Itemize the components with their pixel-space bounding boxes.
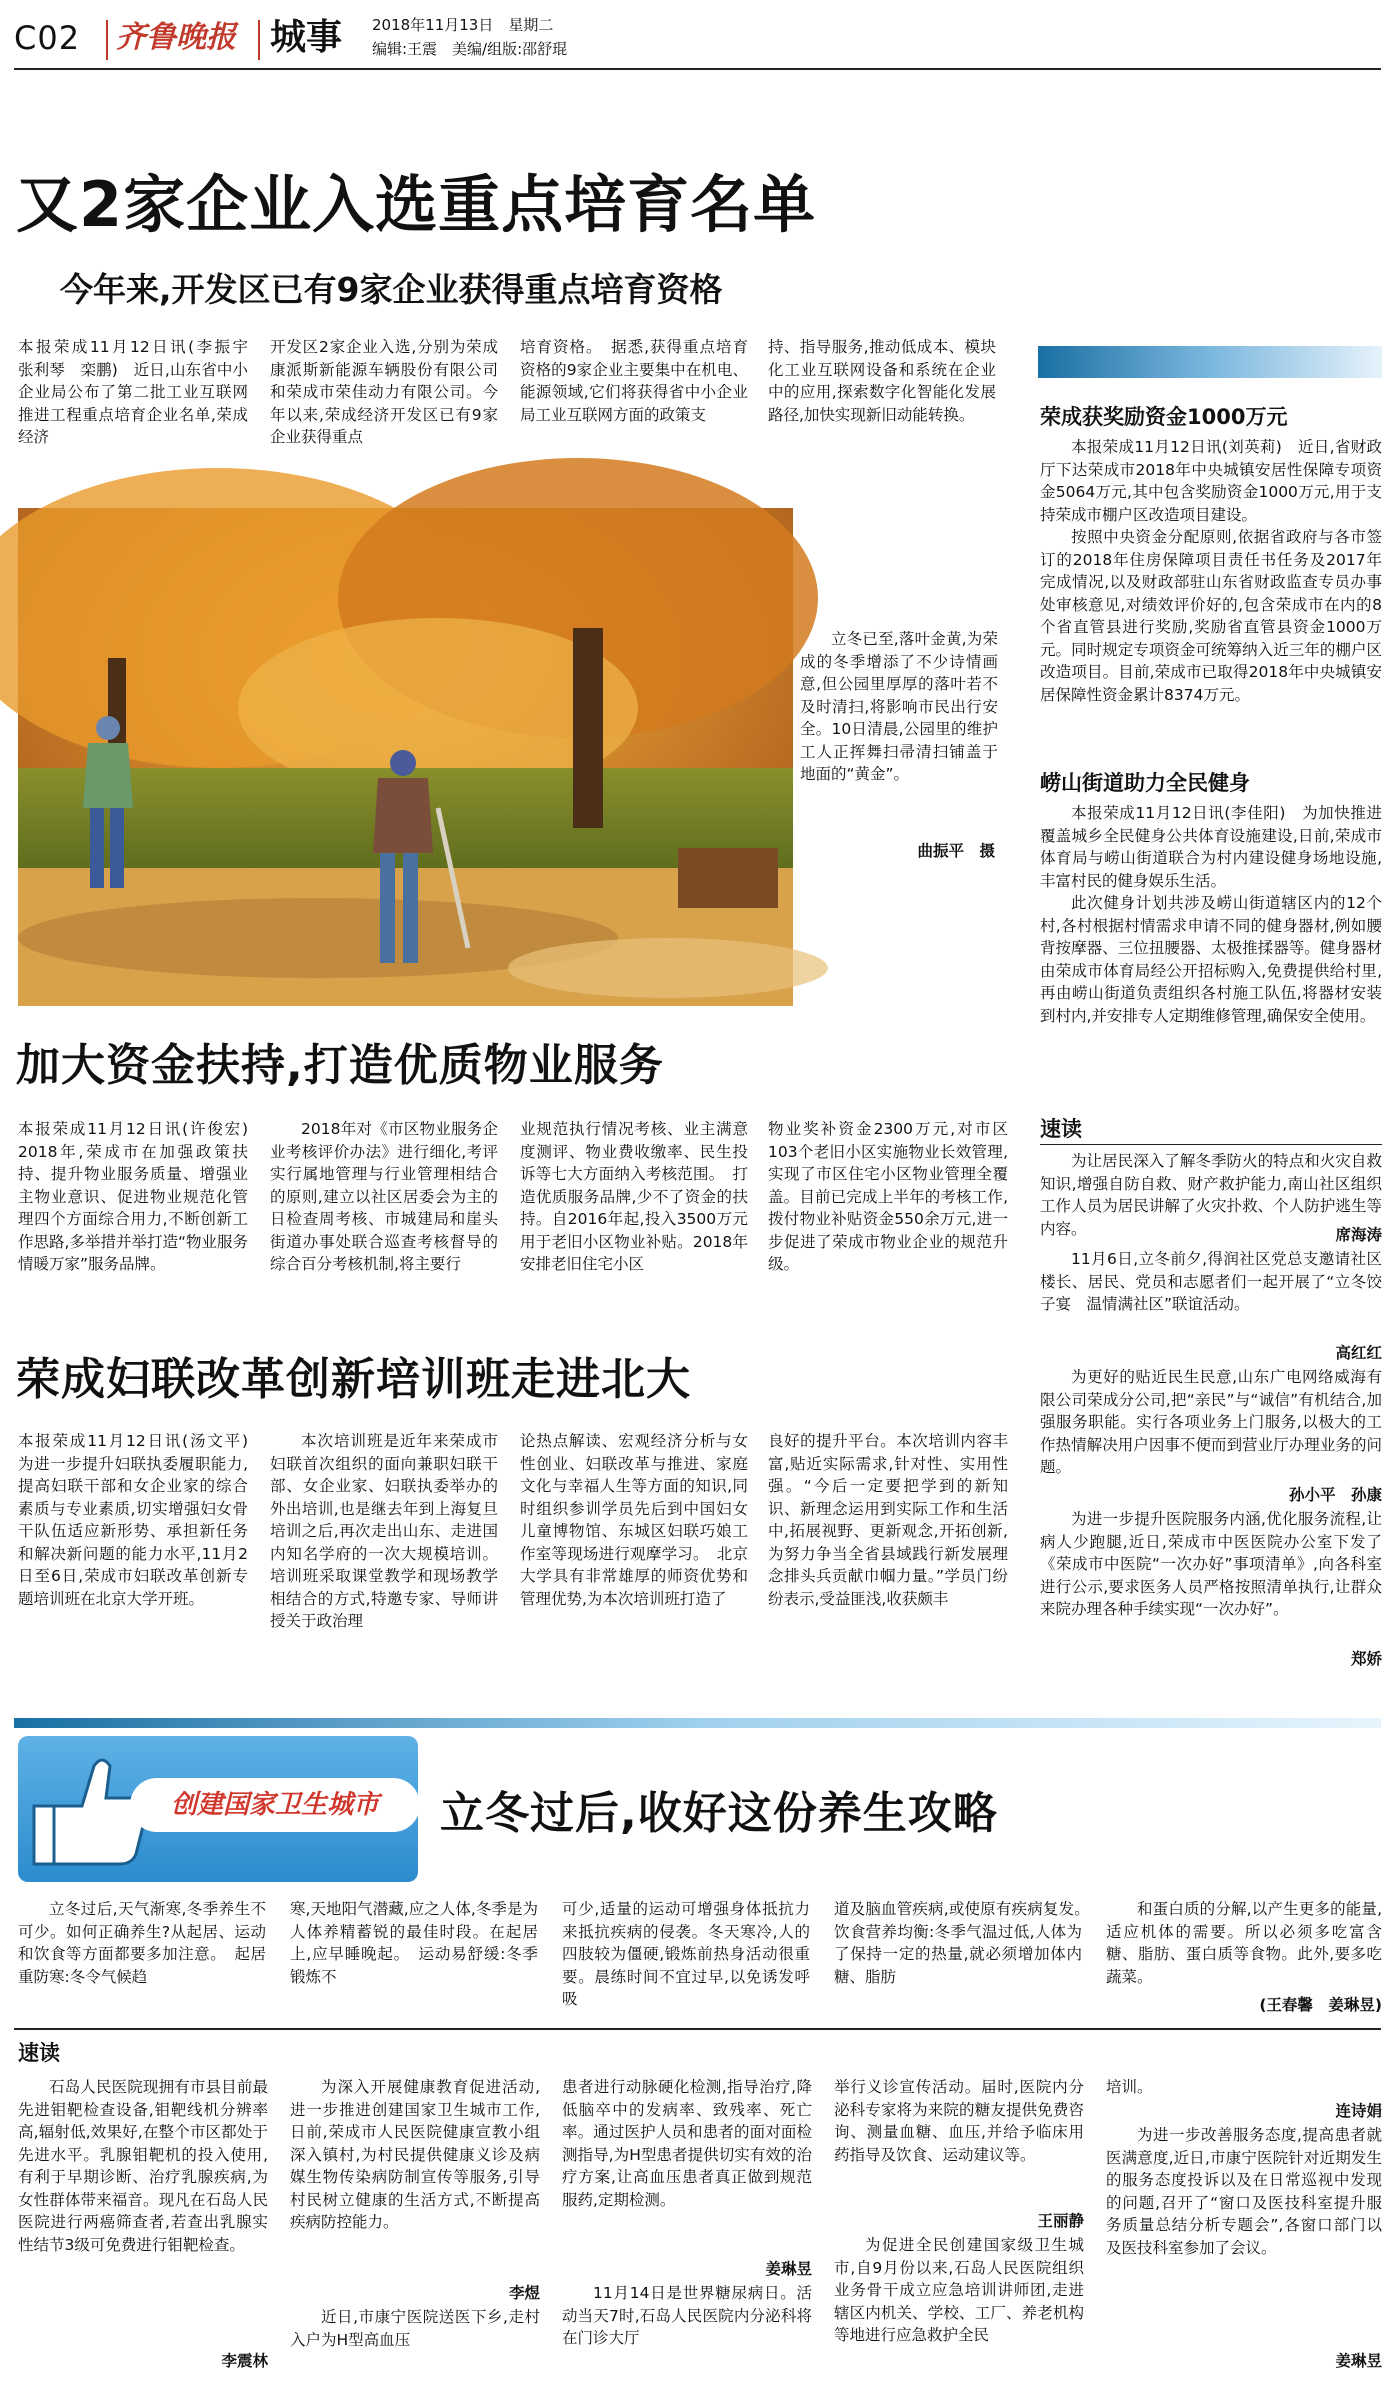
bottom-quick-read-sig-5a: 连诗娟 (1335, 2102, 1382, 2120)
page-number: C02 (14, 19, 81, 57)
bottom-quick-read-sig-2: 李煜 (508, 2284, 540, 2302)
property-column-2: 2018年对《市区物业服务企业考核评价办法》进行细化,考评实行属地管理与行业管理相结合的原则,建立以社区居委会为主的日检查周考核、市城建局和崖头街道办事处联合巡查考核督导的综合百分考核机制,将主要行 (270, 1120, 498, 1273)
bottom-quick-read-column-1: 石岛人民医院现拥有市县目前最先进钼靶检查设备,钼靶线机分辨率高,辐射低,效果好,在整个市区都处于先进水平。乳腺钼靶机的投入使用,有利于早期诊断、治疗乳腺疾病,为女性群体带来福音。现凡在石岛人民医院进行两癌筛查者,若查出乳腺实性结节3级可免费进行钼靶检查。 (18, 2078, 268, 2254)
quick-read-right-title: 速读 (1040, 1117, 1082, 1141)
bottom-quick-read-rule (14, 2028, 1381, 2030)
health-column-2: 寒,天地阳气潜藏,应之人体,冬季是为人体养精蓄锐的最佳时段。在起居上,应早睡晚起。 运动易舒缓:冬季锻炼不 (290, 1900, 538, 1986)
photo-caption: 立冬已至,落叶金黄,为荣成的冬季增添了不少诗情画意,但公园里厚厚的落叶若不及时清扫,将影响市民出行安全。10日清晨,公园里的维护工人正挥舞扫帚清扫铺盖于地面的“黄金”。 (800, 630, 998, 783)
bottom-quick-read-sig-3: 姜琳昱 (765, 2260, 812, 2278)
story-fitness-title: 崂山街道助力全民健身 (1040, 771, 1250, 795)
quick-read-right-item-2: 11月6日,立冬前夕,得润社区党总支邀请社区楼长、居民、党员和志愿者们一起开展了“立冬饺子宴 温情满社区”联谊活动。 (1040, 1250, 1382, 1313)
health-city-banner (18, 1736, 418, 1882)
bottom-quick-read-column-3b: 11月14日是世界糖尿病日。活动当天7时,石岛人民医院内分泌科将在门诊大厅 (562, 2284, 812, 2347)
property-column-3: 业规范执行情况考核、业主满意度测评、物业费收缴率、民生投诉等七大方面纳入考核范围。 打造优质服务品牌,少不了资金的扶持。自2016年起,投入3500万元用于老旧小区物业补贴。2018年安排老旧住宅小区 (520, 1120, 748, 1273)
bottom-quick-read-column-2b: 近日,市康宁医院送医下乡,走村入户为H型高血压 (290, 2308, 540, 2349)
bottom-quick-read-column-2: 为深入开展健康教育促进活动,进一步推进创建国家卫生城市工作,日前,荣成市人民医院健康宣教小组深入镇村,为村民提供健康义诊及病媒生物传染病防制宣传等服务,引导村民树立健康的生活方式,不断提高疾病防控能力。 (290, 2078, 540, 2231)
health-signature: (王春馨 姜琳昱) (1259, 1996, 1382, 2014)
lead-headline: 又2家企业入选重点培育名单 (16, 168, 817, 241)
health-tips-headline: 立冬过后,收好这份养生攻略 (440, 1788, 998, 1839)
photo-credit: 曲振平 摄 (917, 842, 995, 860)
quick-read-right-item-3: 为更好的贴近民生民意,山东广电网络威海有限公司荣成分公司,把“亲民”与“诚信”有机结合,加强服务职能。实行各项业务上门服务,以极大的工作热情解决用户因事不便而到营业厅办理业务的问题。 (1040, 1368, 1382, 1476)
story-fitness-body: 本报荣成11月12日讯(李佳阳) 为加快推进覆盖城乡全民健身公共体育设施建设,日前,荣成市体育局与崂山街道联合为村内建设健身场地设施,丰富村民的健身娱乐生活。 此次健身计划共涉及崂山街道辖区内的12个村,各村根据村情需求申请不同的健身器材,例如腰背按摩器、三位扭腰器、太极推揉器等。健身器材由荣成市体育局经公开招标购入,免费提供给村里,再由崂山街道负责组织各村施工队伍,将器材安装到村内,并安排专人定期维修管理,确保安全使用。 (1040, 804, 1382, 1025)
photo-illustration (18, 508, 793, 1006)
bottom-quick-read-column-3: 患者进行动脉硬化检测,指导治疗,降低脑卒中的发病率、致残率、死亡率。通过医护人员和患者的面对面检测指导,为H型患者提供切实有效的治疗方案,让高血压患者真正做到规范服药,定期检测。 (562, 2078, 812, 2209)
quick-read-right-item-1: 为让居民深入了解冬季防火的特点和火灾自救知识,增强自防自救、财产救护能力,南山社区组织工作人员为居民讲解了火灾扑救、个人防护逃生等内容。 (1040, 1152, 1382, 1238)
autumn-park-photo (18, 508, 793, 1006)
story-reward-fund-title: 荣成获奖励资金1000万元 (1040, 405, 1288, 429)
lead-column-2: 开发区2家企业入选,分别为荣成康派斯新能源车辆股份有限公司和荣成市荣佳动力有限公司。今年以来,荣成经济开发区已有9家企业获得重点 (270, 338, 498, 446)
quick-read-right-sig-4: 郑娇 (1350, 1650, 1382, 1668)
womens-federation-column-3: 论热点解读、宏观经济分析与女性创业、妇联改革与推进、家庭文化与幸福人生等方面的知识,同时组织参训学员先后到中国妇女儿童博物馆、东城区妇联巧娘工作室等现场进行观摩学习。 北京大学具有非常雄厚的师资优势和管理优势,为本次培训班打造了 (520, 1432, 748, 1608)
bottom-quick-read-column-4: 举行义诊宣传活动。届时,医院内分泌科专家将为来院的糖友提供免费咨询、测量血糖、血压,并给予临床用药指导及饮食、运动建议等。 (834, 2078, 1084, 2164)
health-section-band (14, 1718, 1381, 1728)
health-column-5: 和蛋白质的分解,以产生更多的能量,适应机体的需要。所以必须多吃富含糖、脂肪、蛋白质等食物。此外,要多吃蔬菜。 (1106, 1900, 1382, 1986)
masthead-divider-2 (258, 20, 260, 60)
health-column-3: 可少,适量的运动可增强身体抵抗力来抵抗疾病的侵袭。冬天寒冷,人的四肢较为僵硬,锻炼前热身活动很重要。晨练时间不宜过早,以免诱发呼吸 (562, 1900, 810, 2008)
bottom-quick-read-column-5a: 培训。 (1106, 2078, 1153, 2096)
health-city-banner-text: 创建国家卫生城市 (130, 1778, 420, 1832)
editors-line: 编辑:王震 美编/组版:邵舒琨 (372, 40, 568, 58)
quick-read-right-sig-1: 席海涛 (1335, 1226, 1382, 1244)
bottom-quick-read-title: 速读 (18, 2041, 60, 2065)
bottom-quick-read-sig-5b: 姜琳昱 (1335, 2352, 1382, 2370)
quick-read-right-item-4: 为进一步提升医院服务内涵,优化服务流程,让病人少跑腿,近日,荣成市中医医院办公室下发了《荣成市中医院“一次办好”事项清单》,向各科室进行公示,要求医务人员严格按照清单执行,让群众来院办理各种手续实现“一次办好”。 (1040, 1510, 1382, 1618)
story-reward-fund-body: 本报荣成11月12日讯(刘英莉) 近日,省财政厅下达荣成市2018年中央城镇安居性保障专项资金5064万元,其中包含奖励资金1000万元,用于支持荣成市棚户区改造项目建设。 按照中央资金分配原则,依据省政府与各市签订的2018年住房保障项目责任书任务及2017年完成情况,以及财政部驻山东省财政监查专员办事处审核意见,对绩效评价好的,包含荣成市在内的8个省直管县进行奖励,奖励省直管县资金1000万元。同时规定专项资金可统筹纳入近三年的棚户区改造项目。目前,荣成市已取得2018年中央城镇安居保障性资金累计8374万元。 (1040, 438, 1382, 704)
health-column-4: 道及脑血管疾病,或使原有疾病复发。 饮食营养均衡:冬季气温过低,人体为了保持一定的热量,就必须增加体内糖、脂肪 (834, 1900, 1098, 1986)
newspaper-logo: 齐鲁晚报 (116, 20, 236, 55)
lead-column-3: 培育资格。 据悉,获得重点培育资格的9家企业主要集中在机电、能源领域,它们将获得省中小企业局工业互联网方面的政策支 (520, 338, 748, 424)
womens-federation-column-1: 本报荣成11月12日讯(汤文平) 为进一步提升妇联执委履职能力,提高妇联干部和女企业家的综合素质与专业素质,切实增强妇女骨干队伍适应新形势、承担新任务和解决新问题的能力水平,11月2日至6日,荣成市妇联改革创新专题培训班在北京大学开班。 (18, 1432, 264, 1608)
lead-column-1: 本报荣成11月12日讯(李振宇 张利琴 栾鹏) 近日,山东省中小企业局公布了第二批工业互联网推进工程重点培育企业名单,荣成经济 (18, 338, 264, 446)
bottom-quick-read-column-5: 为进一步改善服务态度,提高患者就医满意度,近日,市康宁医院针对近期发生的服务态度投诉以及在日常巡视中发现的问题,召开了“窗口及医技科室提升服务质量总结分析专题会”,各窗口部门以及医技科室参加了会议。 (1106, 2126, 1382, 2257)
quick-read-right-rule (1040, 1144, 1382, 1145)
issue-date: 2018年11月13日 星期二 (372, 16, 554, 34)
womens-federation-headline: 荣成妇联改革创新培训班走进北大 (16, 1354, 691, 1405)
masthead-rule (14, 68, 1381, 70)
masthead-divider (106, 20, 108, 60)
bottom-quick-read-sig-4: 王丽静 (1037, 2212, 1084, 2230)
bottom-quick-read-sig-1: 李震林 (221, 2352, 268, 2370)
bottom-quick-read-column-4b: 为促进全民创建国家级卫生城市,自9月份以来,石岛人民医院组织业务骨干成立应急培训讲师团,走进辖区内机关、学校、工厂、养老机构等地进行应急救护全民 (834, 2236, 1084, 2344)
right-column-bar (1038, 346, 1382, 378)
property-story-headline: 加大资金扶持,打造优质物业服务 (16, 1040, 664, 1091)
womens-federation-column-2: 本次培训班是近年来荣成市妇联首次组织的面向兼职妇联干部、女企业家、妇联执委举办的外出培训,也是继去年到上海复旦培训之后,再次走出山东、走进国内知名学府的一次大规模培训。培训班采取课堂教学和现场教学相结合的方式,特邀专家、导师讲授关于政治理 (270, 1432, 498, 1630)
quick-read-right-sig-2: 高红红 (1335, 1344, 1382, 1362)
section-name: 城事 (270, 17, 343, 58)
property-column-1: 本报荣成11月12日讯(许俊宏) 2018年,荣成市在加强政策扶持、提升物业服务质量、增强业主物业意识、促进物业规范化管理四个方面综合用力,不断创新工作思路,多举措并举打造“物业服务情暖万家”服务品牌。 (18, 1120, 264, 1273)
womens-federation-column-4: 良好的提升平台。本次培训内容丰富,贴近实际需求,针对性、实用性强。“今后一定要把学到的新知识、新理念运用到实际工作和生活中,拓展视野、更新观念,开拓创新,为努力争当全省县域践行新发展理念排头兵贡献巾帼力量。”学员门纷纷表示,受益匪浅,收获颇丰 (768, 1432, 1008, 1608)
lead-column-4: 持、指导服务,推动低成本、模块化工业互联网设备和系统在企业中的应用,探索数字化智能化发展路径,加快实现新旧动能转换。 (768, 338, 996, 424)
property-column-4: 物业奖补资金2300万元,对市区103个老旧小区实施物业长效管理,实现了市区住宅小区物业管理全覆盖。目前已完成上半年的考核工作,拨付物业补贴资金550余万元,进一步促进了荣成市物业企业的规范升级。 (768, 1120, 1008, 1273)
quick-read-right-sig-3: 孙小平 孙康 (1288, 1486, 1382, 1504)
health-column-1: 立冬过后,天气渐寒,冬季养生不可少。如何正确养生?从起居、运动和饮食等方面都要多加注意。 起居重防寒:冬令气候趋 (18, 1900, 266, 1986)
lead-subheadline: 今年来,开发区已有9家企业获得重点培育资格 (60, 270, 723, 309)
